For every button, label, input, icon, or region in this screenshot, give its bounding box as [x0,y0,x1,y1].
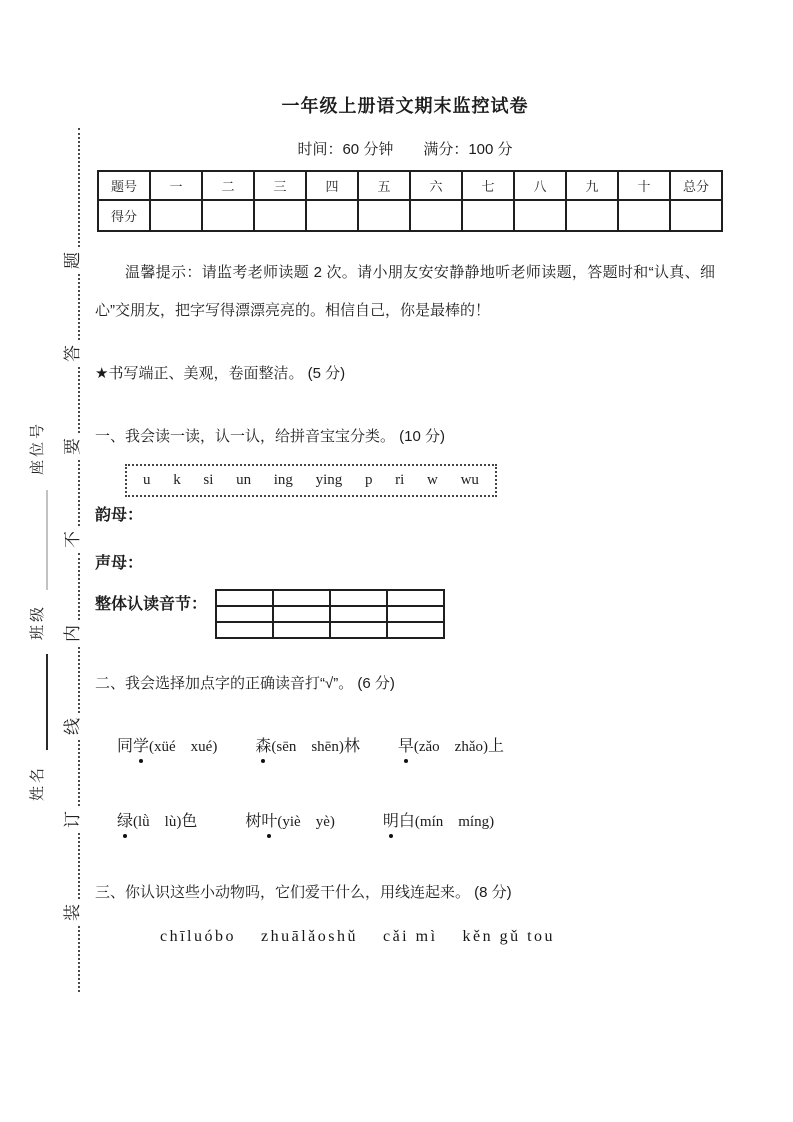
character: 树 [245,813,262,830]
section-one-heading: 一、我会读一读，认一认，给拼音宝宝分类。 (10 分) [95,428,446,445]
character: 上 [488,738,505,755]
score-table-question-number-cell: 七 [462,171,514,200]
handwriting-note: ★书写端正、美观，卷面整洁。 (5 分) [95,365,346,382]
dotted-character-item [398,733,504,756]
binding-dotted-segment [78,833,80,899]
score-table-question-number-cell: 八 [514,171,566,200]
emphasized-character: 森 [255,733,271,756]
emphasized-character: 叶 [261,808,277,831]
binding-line-char: 要 [62,438,82,456]
grid-cell [387,622,444,638]
binding-line-char: 订 [62,810,82,828]
score-table [97,170,723,232]
score-entry-cell [306,200,358,231]
score-entry-cell [514,200,566,231]
score-table-question-number-cell: 四 [306,171,358,200]
grid-cell [273,622,330,638]
score-table-question-number-cell: 十 [618,171,670,200]
binding-line-char: 不 [62,531,82,549]
pinyin-item: si [203,472,214,488]
score-entry-cell [618,200,670,231]
score-entry-cell [410,200,462,231]
pronunciation-choice-row [117,808,733,831]
character: 白 [398,813,415,830]
grid-cell [387,590,444,606]
student-info-gutter [19,421,53,801]
score-entry-cell [566,200,618,231]
score-entry-cell [462,200,514,231]
binding-dotted-segment [78,926,80,992]
pinyin-item: w [427,472,438,488]
binding-line-char: 装 [62,903,82,921]
score-table-score-row [98,200,722,231]
pinyin-item: ri [395,472,405,488]
pinyin-options: (lǜ lù) [133,814,182,830]
grid-cell [216,606,273,622]
pinyin-item: un [236,472,252,488]
binding-line-char: 线 [62,717,82,735]
emphasized-character: 绿 [117,808,133,831]
grid-cell [273,606,330,622]
score-entry-cell [670,200,722,231]
binding-line-char: 答 [62,345,82,363]
whole-syllables-row [95,591,715,639]
character: 同 [117,738,134,755]
score-entry-cell [150,200,202,231]
pinyin-item: p [364,472,373,488]
emphasized-character: 早 [398,733,414,756]
score-table-question-number-cell: 一 [150,171,202,200]
dotted-character-item [117,808,197,831]
grid-cell [330,606,387,622]
binding-line-column [56,128,88,992]
pinyin-item: u [143,472,151,488]
binding-dotted-segment [78,647,80,713]
emphasized-character: 明 [383,808,399,831]
class-field-line [24,490,48,590]
dotted-character-item [117,733,217,756]
pinyin-item: ying [315,472,343,488]
pinyin-classification-box [125,464,497,497]
section-three-heading: 三、你认识这些小动物吗，它们爱干什么，用线连起来。 (8 分) [95,884,512,901]
score-entry-cell [202,200,254,231]
section-two-heading: 二、我会选择加点字的正确读音打“√”。 (6 分) [95,675,395,692]
pinyin-options: (mín míng) [414,814,495,830]
pinyin-item: ing [273,472,293,488]
binding-line-char: 内 [62,624,82,642]
grid-cell [330,622,387,638]
pinyin-item: wu [460,472,479,488]
score-table-question-number-cell: 六 [410,171,462,200]
exam-meta-line: 时间：60 分钟 满分：100 分 [297,141,513,158]
score-entry-cell [358,200,410,231]
score-table-corner-cell: 题号 [98,171,150,200]
grid-row [216,590,444,606]
grid-cell [273,590,330,606]
score-table-question-number-cell: 九 [566,171,618,200]
emphasized-character: 学 [133,733,149,756]
animal-actions-pinyin-line: chīluóbo zhuālǎoshǔ cǎi mì kěn gǔ tou [160,928,556,945]
grid-row [216,606,444,622]
teacher-notice-paragraph: 温馨提示：请监考老师读题 2 次。请小朋友安安静静地听老师读题，答题时和“认真、细心”交朋友，把字写得漂漂亮亮的。相信自己，你是最棒的！ [95,264,715,319]
score-table-question-number-cell: 三 [254,171,306,200]
whole-syllables-answer-grid [215,589,445,639]
initials-label: 声母： [95,555,144,572]
whole-syllables-label: 整体认读音节： [95,596,208,613]
grid-cell [387,606,444,622]
binding-dotted-segment [78,274,80,340]
binding-dotted-segment [78,460,80,526]
pinyin-options: (yiè yè) [277,814,335,830]
finals-label: 韵母： [95,507,144,524]
pronunciation-choice-row [117,733,733,756]
score-entry-cell [254,200,306,231]
binding-dotted-segment [78,553,80,619]
pinyin-options: (sēn shēn) [271,739,344,755]
binding-dotted-segment [78,367,80,433]
grid-cell [330,590,387,606]
character: 色 [181,813,198,830]
name-field-line [24,655,48,751]
binding-dotted-segment [78,740,80,806]
score-table-question-number-cell: 二 [202,171,254,200]
grid-row [216,622,444,638]
character: 林 [343,738,360,755]
score-table-question-number-cell: 总分 [670,171,722,200]
pinyin-item: k [173,472,181,488]
name-field-label: 姓名 [28,764,46,801]
pinyin-options: (xüé xué) [149,739,218,755]
pinyin-options: (zǎo zhǎo) [413,739,488,755]
score-table-header-row [98,171,722,200]
dotted-character-item [245,808,335,831]
score-table-question-number-cell: 五 [358,171,410,200]
page-title: 一年级上册语文期末监控试卷 [281,96,529,116]
binding-line-char: 题 [62,252,82,270]
score-row-label-cell: 得分 [98,200,150,231]
dotted-character-item [255,733,360,756]
grid-cell [216,590,273,606]
class-field-label: 班级 [28,604,46,641]
seat-number-label: 座位号 [28,421,46,476]
grid-cell [216,622,273,638]
dotted-character-item [383,808,494,831]
